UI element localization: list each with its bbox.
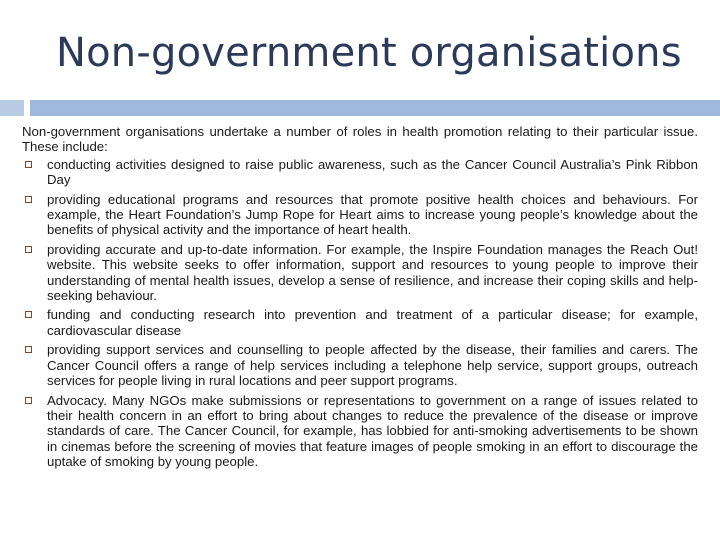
list-item-text: providing support services and counselling to people affected by the disease, their families and carers. The Cancer Council offers a range of help services including a telephone help service, support groups, outreach services for people living in rural locations and peer support programs. xyxy=(47,342,698,389)
list-item xyxy=(22,342,698,388)
square-bullet-icon xyxy=(25,311,32,318)
list-item-text: conducting activities designed to raise public awareness, such as the Cancer Council Australia’s Pink Ribbon Day xyxy=(47,156,698,188)
square-bullet-icon xyxy=(25,196,32,203)
square-bullet-icon xyxy=(25,246,32,253)
bullet-list xyxy=(22,157,698,470)
list-item xyxy=(22,393,698,470)
accent-bar-small xyxy=(0,100,24,116)
list-item xyxy=(22,242,698,304)
accent-bar xyxy=(30,100,720,116)
list-item-text: Advocacy. Many NGOs make submissions or representations to government on a range of issues related to their health concern in an effort to bring about changes to reduce the prevalence of the disease or improve standards of care. The Cancer Council, for example, has lobbied for anti-smoking advertisements to be shown in cinemas before the screening of movies that feature images of people smoking in an effort to discourage the uptake of smoking by young people. xyxy=(47,392,698,470)
list-item-text: providing accurate and up-to-date information. For example, the Inspire Foundation manages the Reach Out! website. This website seeks to offer information, support and resources to young people to improve their understanding of mental health issues, develop a sense of resilience, and increase their coping skills and help-seeking behaviour. xyxy=(47,241,698,304)
slide-body xyxy=(22,124,698,474)
intro-paragraph: Non-government organisations undertake a number of roles in health promotion relating to their particular issue. These include: xyxy=(22,124,698,155)
list-item xyxy=(22,157,698,188)
list-item-text: providing educational programs and resources that promote positive health choices and behaviours. For example, the Heart Foundation’s Jump Rope for Heart aims to increase young people’s knowledge about the benefits of physical activity and the importance of heart health. xyxy=(47,191,698,238)
list-item xyxy=(22,192,698,238)
square-bullet-icon xyxy=(25,161,32,168)
list-item-text: funding and conducting research into prevention and treatment of a particular disease; for example, cardiovascular disease xyxy=(47,307,698,338)
square-bullet-icon xyxy=(25,346,32,353)
square-bullet-icon xyxy=(25,397,32,404)
slide-title: Non-government organisations xyxy=(56,30,682,76)
list-item xyxy=(22,307,698,338)
